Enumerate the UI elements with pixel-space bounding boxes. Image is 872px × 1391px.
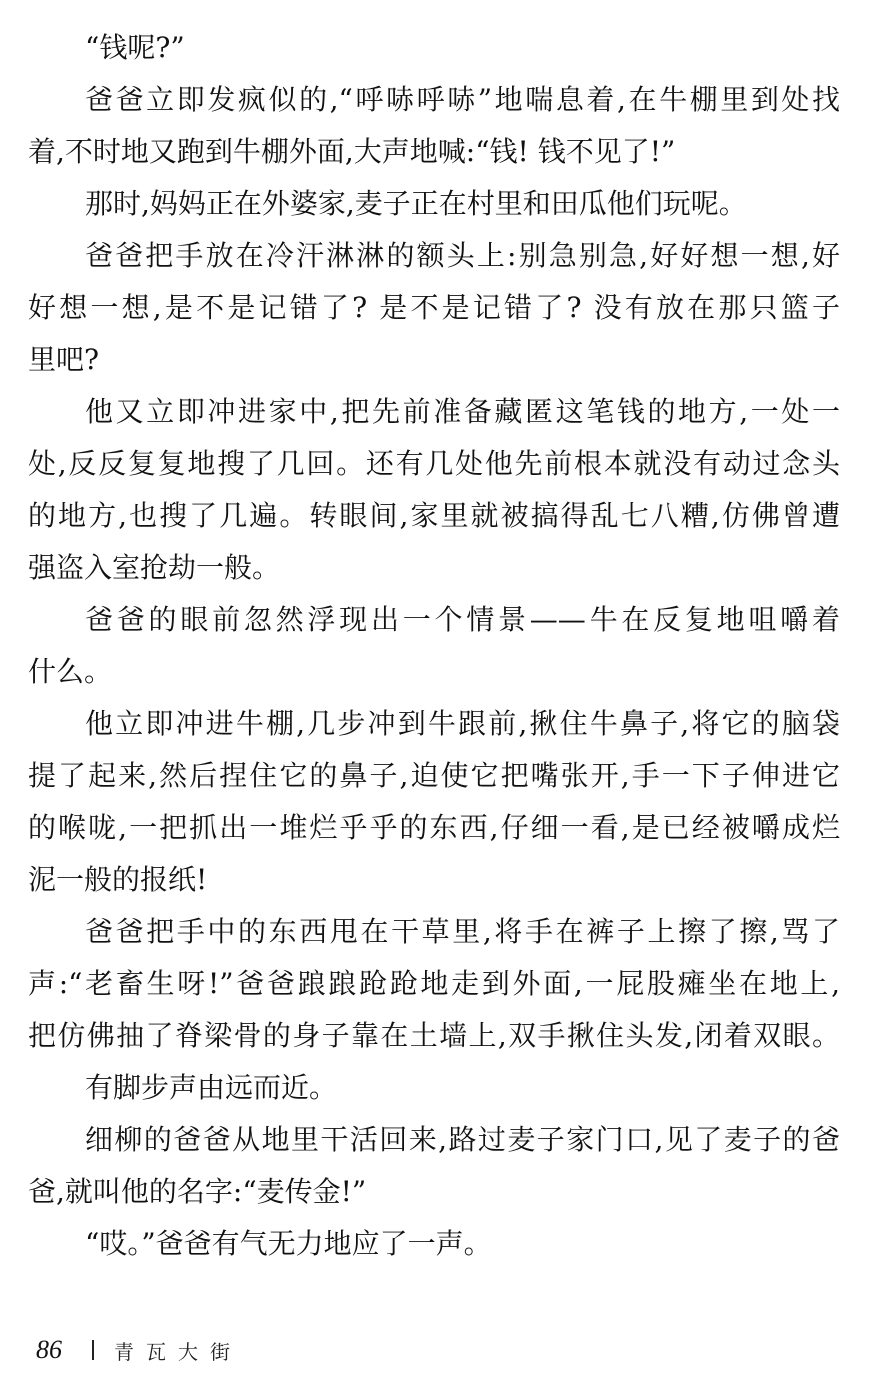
- text-line: 声:“老畜生呀!”爸爸踉踉跄跄地走到外面,一屁股瘫坐在地上,: [28, 967, 840, 1000]
- text-line: 的喉咙,一把抓出一堆烂乎乎的东西,仔细一看,是已经被嚼成烂: [28, 811, 840, 844]
- book-title: 青瓦大街: [114, 1339, 242, 1364]
- text-line: 的地方,也搜了几遍。转眼间,家里就被搞得乱七八糟,仿佛曾遭: [28, 499, 840, 532]
- text-line: 什么。: [28, 655, 113, 688]
- text-line: 爸,就叫他的名字:“麦传金!”: [28, 1175, 367, 1208]
- text-line: 泥一般的报纸!: [28, 863, 208, 896]
- text-line: 他立即冲进牛棚,几步冲到牛跟前,揪住牛鼻子,将它的脑袋: [85, 707, 840, 740]
- text-line: 爸爸把手放在冷汗淋淋的额头上:别急别急,好好想一想,好: [85, 239, 840, 272]
- text-line: 细柳的爸爸从地里干活回来,路过麦子家门口,见了麦子的爸: [85, 1123, 840, 1156]
- text-line: 提了起来,然后捏住它的鼻子,迫使它把嘴张开,手一下子伸进它: [28, 759, 840, 792]
- text-line: 爸爸立即发疯似的,“呼哧呼哧”地喘息着,在牛棚里到处找: [85, 83, 840, 116]
- text-line: 那时,妈妈正在外婆家,麦子正在村里和田瓜他们玩呢。: [85, 187, 747, 220]
- text-line: 他又立即冲进家中,把先前准备藏匿这笔钱的地方,一处一: [85, 395, 840, 428]
- page-body: [28, 22, 840, 1270]
- text-line: 爸爸的眼前忽然浮现出一个情景——牛在反复地咀嚼着: [85, 603, 840, 636]
- text-line: 处,反反复复地搜了几回。还有几处他先前根本就没有动过念头: [28, 447, 840, 480]
- text-line: “钱呢?”: [85, 31, 185, 64]
- text-line: 强盗入室抢劫一般。: [28, 551, 281, 584]
- text-line: “哎。”爸爸有气无力地应了一声。: [85, 1227, 492, 1260]
- footer-divider: [92, 1340, 94, 1360]
- text-line: 里吧?: [28, 343, 100, 376]
- text-line: 有脚步声由远而近。: [85, 1071, 338, 1104]
- page-number: 86: [36, 1335, 62, 1364]
- text-line: 好想一想,是不是记错了? 是不是记错了? 没有放在那只篮子: [28, 291, 840, 324]
- page-footer: [36, 1332, 242, 1368]
- text-line: 爸爸把手中的东西甩在干草里,将手在裤子上擦了擦,骂了: [85, 915, 840, 948]
- text-line: 着,不时地又跑到牛棚外面,大声地喊:“钱! 钱不见了!”: [28, 135, 676, 168]
- text-line: 把仿佛抽了脊梁骨的身子靠在土墙上,双手揪住头发,闭着双眼。: [28, 1019, 840, 1052]
